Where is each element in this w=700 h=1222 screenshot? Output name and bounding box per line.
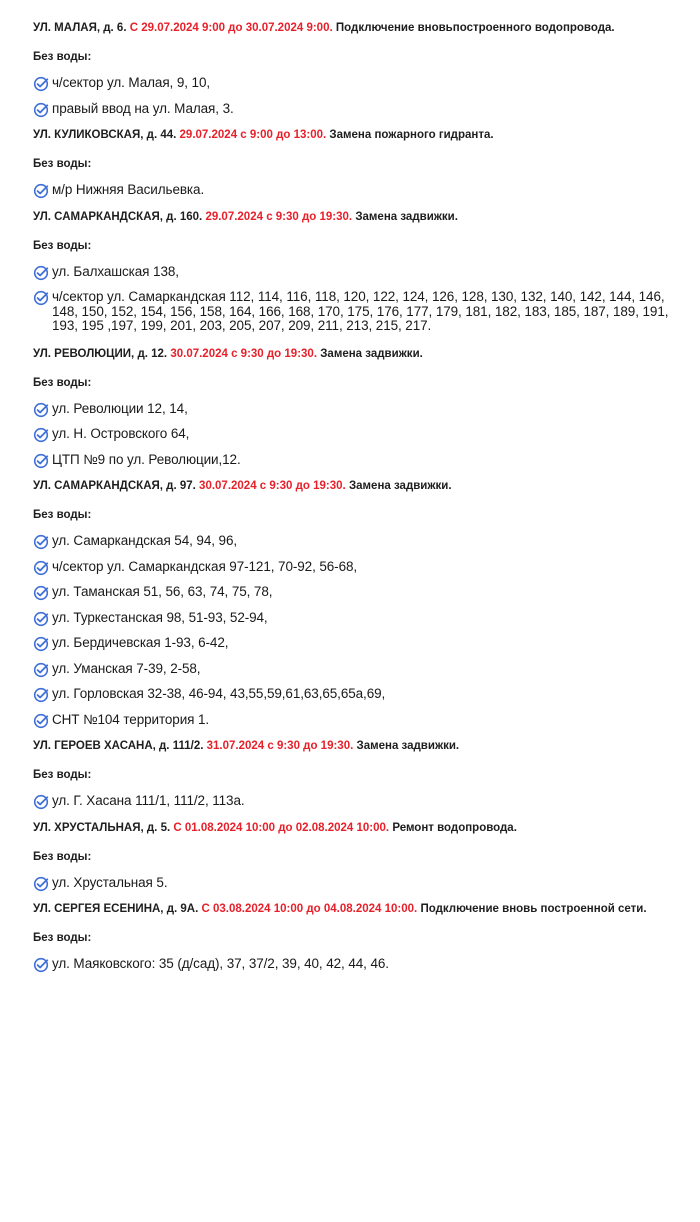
affected-address-text: правый ввод на ул. Малая, 3. xyxy=(52,100,234,116)
check-circle-icon xyxy=(33,534,49,550)
outage-heading xyxy=(33,738,676,755)
outage-section xyxy=(33,20,676,116)
affected-address-text: м/р Нижняя Васильевка. xyxy=(52,182,205,197)
affected-address-item xyxy=(33,560,676,575)
check-circle-icon xyxy=(33,265,49,281)
affected-address-item xyxy=(33,876,676,891)
outage-section xyxy=(33,478,676,727)
no-water-label: Без воды: xyxy=(33,509,92,521)
outage-description: Замена задвижки. xyxy=(320,347,423,360)
affected-address-text: ул. Уманская 7-39, 2-58, xyxy=(52,660,201,676)
affected-address-item xyxy=(33,183,676,198)
affected-address-text: ул. Туркестанская 98, 51-93, 52-94, xyxy=(52,609,268,625)
outage-section xyxy=(33,346,676,468)
affected-address-text: ч/сектор ул. Самаркандская 97-121, 70-92, 56-68, xyxy=(52,558,358,574)
affected-address-text: ЦТП №9 по ул. Революции,12. xyxy=(52,451,241,467)
affected-address-text: ул. Самаркандская 54, 94, 96, xyxy=(52,533,238,548)
affected-address-item xyxy=(33,611,676,626)
affected-address-item xyxy=(33,662,676,677)
outage-heading xyxy=(33,346,676,363)
outage-section xyxy=(33,127,676,198)
affected-address-text: СНТ №104 территория 1. xyxy=(52,711,210,727)
affected-address-item xyxy=(33,585,676,600)
check-circle-icon xyxy=(33,585,49,601)
check-circle-icon xyxy=(33,402,49,418)
outage-heading xyxy=(33,127,676,144)
no-water-label: Без воды: xyxy=(33,51,92,63)
affected-address-item xyxy=(33,102,676,117)
outage-sections xyxy=(33,20,676,972)
check-circle-icon xyxy=(33,687,49,703)
check-circle-icon xyxy=(33,876,49,892)
check-circle-icon xyxy=(33,560,49,576)
affected-address-item xyxy=(33,290,676,334)
outage-heading xyxy=(33,209,676,226)
check-circle-icon xyxy=(33,713,49,729)
no-water-label: Без воды: xyxy=(33,932,92,944)
street-address: УЛ. МАЛАЯ, д. 6. xyxy=(33,22,127,34)
street-address: УЛ. ГЕРОЕВ ХАСАНА, д. 111/2. xyxy=(33,740,204,752)
affected-address-text: ул. Г. Хасана 111/1, 111/2, 113а. xyxy=(52,793,245,808)
outage-heading xyxy=(33,901,676,918)
affected-address-item xyxy=(33,76,676,91)
affected-address-item xyxy=(33,687,676,702)
outage-date-range: С 01.08.2024 10:00 до 02.08.2024 10:00. xyxy=(173,821,390,834)
street-address: УЛ. КУЛИКОВСКАЯ, д. 44. xyxy=(33,129,177,141)
affected-address-item xyxy=(33,636,676,651)
affected-address-item xyxy=(33,957,676,972)
street-address: УЛ. РЕВОЛЮЦИИ, д. 12. xyxy=(33,347,168,360)
outage-date-range: 30.07.2024 с 9:30 до 19:30. xyxy=(199,480,346,492)
affected-address-item xyxy=(33,794,676,809)
affected-address-text: ч/сектор ул. Малая, 9, 10, xyxy=(52,75,211,90)
affected-address-text: ул. Революции 12, 14, xyxy=(52,400,188,416)
outage-description: Замена задвижки. xyxy=(348,480,452,492)
outage-section xyxy=(33,738,676,809)
check-circle-icon xyxy=(33,794,49,810)
street-address: УЛ. САМАРКАНДСКАЯ, д. 160. xyxy=(33,210,203,223)
affected-address-text: ул. Таманская 51, 56, 63, 74, 75, 78, xyxy=(52,584,273,599)
street-address: УЛ. СЕРГЕЯ ЕСЕНИНА, д. 9А. xyxy=(33,903,199,915)
check-circle-icon xyxy=(33,957,49,973)
cut-off-previous-line xyxy=(33,0,676,12)
affected-address-item xyxy=(33,402,676,417)
outage-description: Подключение вновьпостроенного водопровода. xyxy=(335,22,615,34)
check-circle-icon xyxy=(33,453,49,469)
no-water-label: Без воды: xyxy=(33,769,92,781)
outage-date-range: С 03.08.2024 10:00 до 04.08.2024 10:00. xyxy=(201,903,418,915)
check-circle-icon xyxy=(33,102,49,118)
affected-address-item xyxy=(33,453,676,468)
affected-address-text: ул. Горловская 32-38, 46-94, 43,55,59,61,63,65,65а,69, xyxy=(52,686,386,701)
outage-description: Замена пожарного гидранта. xyxy=(329,129,494,141)
check-circle-icon xyxy=(33,636,49,652)
no-water-label: Без воды: xyxy=(33,158,92,170)
outage-date-range: 29.07.2024 с 9:00 до 13:00. xyxy=(179,129,327,141)
check-circle-icon xyxy=(33,662,49,678)
no-water-label: Без воды: xyxy=(33,850,92,863)
outage-description: Ремонт водопровода. xyxy=(392,821,517,834)
affected-address-item xyxy=(33,265,676,280)
affected-address-text: ул. Хрустальная 5. xyxy=(52,874,168,890)
affected-address-item xyxy=(33,713,676,728)
outage-section xyxy=(33,209,676,334)
outage-heading xyxy=(33,20,676,37)
no-water-label: Без воды: xyxy=(33,376,92,389)
outage-date-range: 31.07.2024 с 9:30 до 19:30. xyxy=(206,740,354,752)
outage-description: Замена задвижки. xyxy=(355,210,458,223)
outage-heading xyxy=(33,478,676,495)
street-address: УЛ. ХРУСТАЛЬНАЯ, д. 5. xyxy=(33,821,171,834)
check-circle-icon xyxy=(33,611,49,627)
affected-address-item xyxy=(33,427,676,442)
outage-date-range: 29.07.2024 с 9:30 до 19:30. xyxy=(205,210,353,223)
affected-address-text: ч/сектор ул. Самаркандская 112, 114, 116, 118, 120, 122, 124, 126, 128, 130, 132, 140, 142, 144, 146, 148, 150, 152, 154, 156, 158, 164, 166, 168, 170, 175, 176, 177, 179, 181, 182, 183, 185, 187, 189, 191, 193, 195 ,197, 199, 201, 203, 205, 207, 209, 211, 213, 215, 217. xyxy=(52,289,669,333)
outage-date-range: 30.07.2024 с 9:30 до 19:30. xyxy=(170,347,318,360)
check-circle-icon xyxy=(33,290,49,306)
no-water-label: Без воды: xyxy=(33,239,92,252)
check-circle-icon xyxy=(33,427,49,443)
affected-address-text: ул. Маяковского: 35 (д/сад), 37, 37/2, 39, 40, 42, 44, 46. xyxy=(52,956,389,971)
outage-section xyxy=(33,820,676,891)
outage-date-range: С 29.07.2024 9:00 до 30.07.2024 9:00. xyxy=(129,22,333,34)
check-circle-icon xyxy=(33,183,49,199)
outage-section xyxy=(33,901,676,972)
affected-address-text: ул. Бердичевская 1-93, 6-42, xyxy=(52,635,229,650)
street-address: УЛ. САМАРКАНДСКАЯ, д. 97. xyxy=(33,480,196,492)
affected-address-item xyxy=(33,534,676,549)
affected-address-text: ул. Н. Островского 64, xyxy=(52,426,190,441)
outage-heading xyxy=(33,820,676,837)
affected-address-text: ул. Балхашская 138, xyxy=(52,263,179,279)
check-circle-icon xyxy=(33,76,49,92)
outage-description: Подключение вновь построенной сети. xyxy=(420,903,647,915)
outage-description: Замена задвижки. xyxy=(356,740,460,752)
